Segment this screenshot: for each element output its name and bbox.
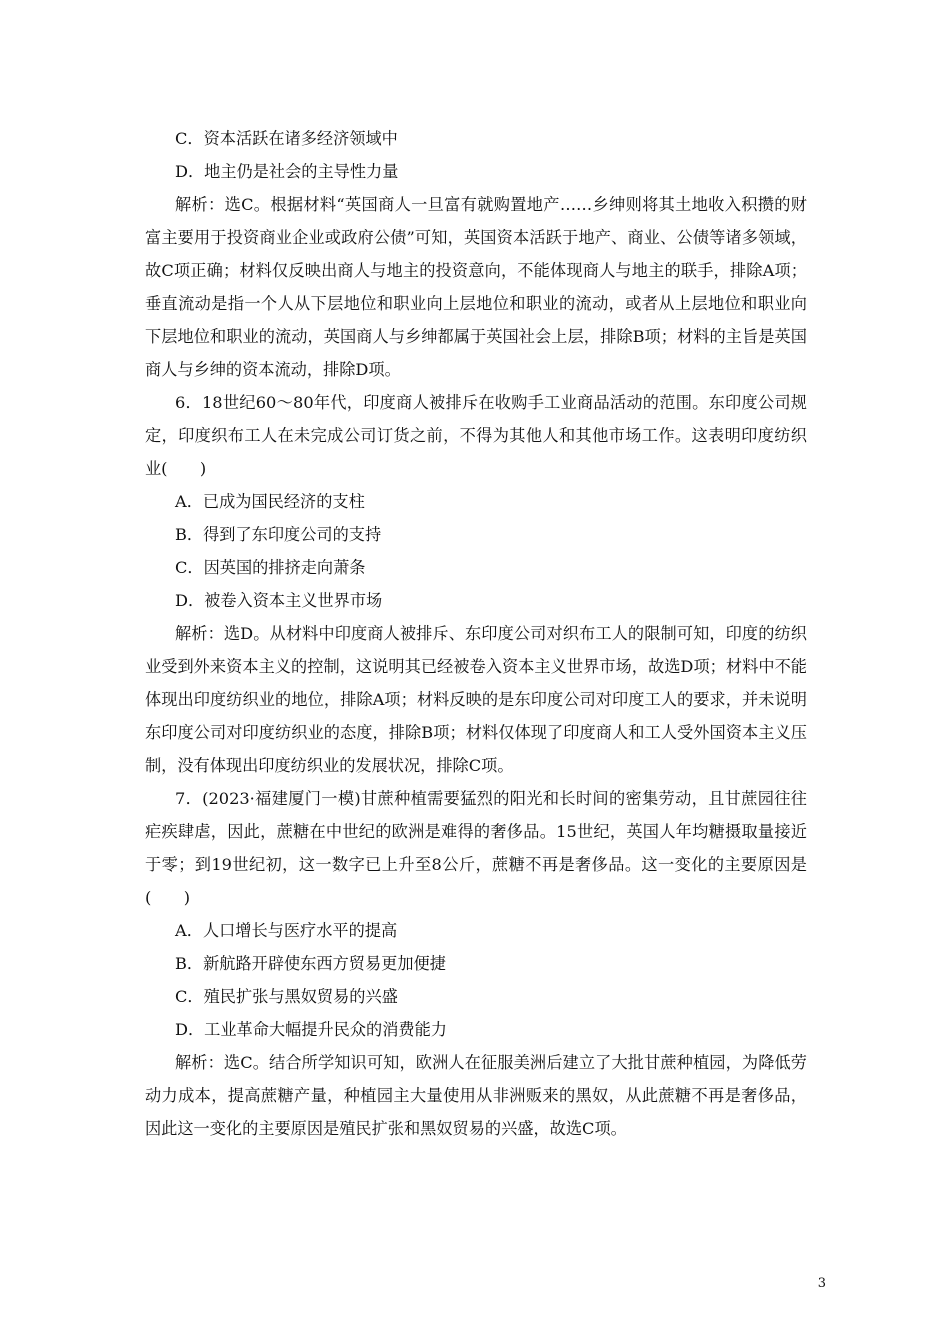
q6-option-d: D．被卷入资本主义世界市场	[175, 591, 383, 610]
q6-option-c: C．因英国的排挤走向萧条	[175, 558, 366, 577]
q7-analysis: 解析：选C。结合所学知识可知，欧洲人在征服美洲后建立了大批甘蔗种植园，为降低劳动力成本，提高蔗糖产量，种植园主大量使用从非洲贩来的黑奴，从此蔗糖不再是奢侈品，因此这一变化的主要原因是殖民扩张和黑奴贸易的兴盛，故选C项。	[145, 1053, 807, 1138]
q5-analysis: 解析：选C。根据材料“英国商人一旦富有就购置地产……乡绅则将其土地收入积攒的财富主要用于投资商业企业或政府公债”可知，英国资本活跃于地产、商业、公债等诸多领域，故C项正确；材料仅反映出商人与地主的投资意向，不能体现商人与地主的联手，排除A项；垂直流动是指一个人从下层地位和职业向上层地位和职业的流动，或者从上层地位和职业向下层地位和职业的流动，英国商人与乡绅都属于英国社会上层，排除B项；材料的主旨是英国商人与乡绅的资本流动，排除D项。	[145, 195, 807, 379]
page-content	[145, 122, 807, 1145]
q6-option-a: A．已成为国民经济的支柱	[175, 492, 365, 511]
page-number: 3	[817, 1276, 826, 1291]
q5-option-d: D．地主仍是社会的主导性力量	[175, 162, 399, 181]
q6-option-b: B．得到了东印度公司的支持	[175, 525, 382, 544]
q6-analysis: 解析：选D。从材料中印度商人被排斥、东印度公司对织布工人的限制可知，印度的纺织业受到外来资本主义的控制，这说明其已经被卷入资本主义世界市场，故选D项；材料中不能体现出印度纺织业的地位，排除A项；材料反映的是东印度公司对印度工人的要求，并未说明东印度公司对印度纺织业的态度，排除B项；材料仅体现了印度商人和工人受外国资本主义压制，没有体现出印度纺织业的发展状况，排除C项。	[145, 624, 807, 775]
q7-stem: 7．(2023·福建厦门一模)甘蔗种植需要猛烈的阳光和长时间的密集劳动，且甘蔗园往往疟疾肆虐，因此，蔗糖在中世纪的欧洲是难得的奢侈品。15世纪，英国人年均糖摄取量接近于零；到19世纪初，这一数字已上升至8公斤，蔗糖不再是奢侈品。这一变化的主要原因是( )	[145, 789, 807, 907]
q7-option-d: D．工业革命大幅提升民众的消费能力	[175, 1020, 447, 1039]
q6-stem: 6．18世纪60～80年代，印度商人被排斥在收购手工业商品活动的范围。东印度公司规定，印度织布工人在未完成公司订货之前，不得为其他人和其他市场工作。这表明印度纺织业( )	[145, 393, 807, 478]
q7-option-c: C．殖民扩张与黑奴贸易的兴盛	[175, 987, 398, 1006]
q7-option-b: B．新航路开辟使东西方贸易更加便捷	[175, 954, 446, 973]
q5-option-c: C．资本活跃在诸多经济领域中	[175, 129, 398, 148]
q7-option-a: A．人口增长与医疗水平的提高	[175, 921, 398, 940]
